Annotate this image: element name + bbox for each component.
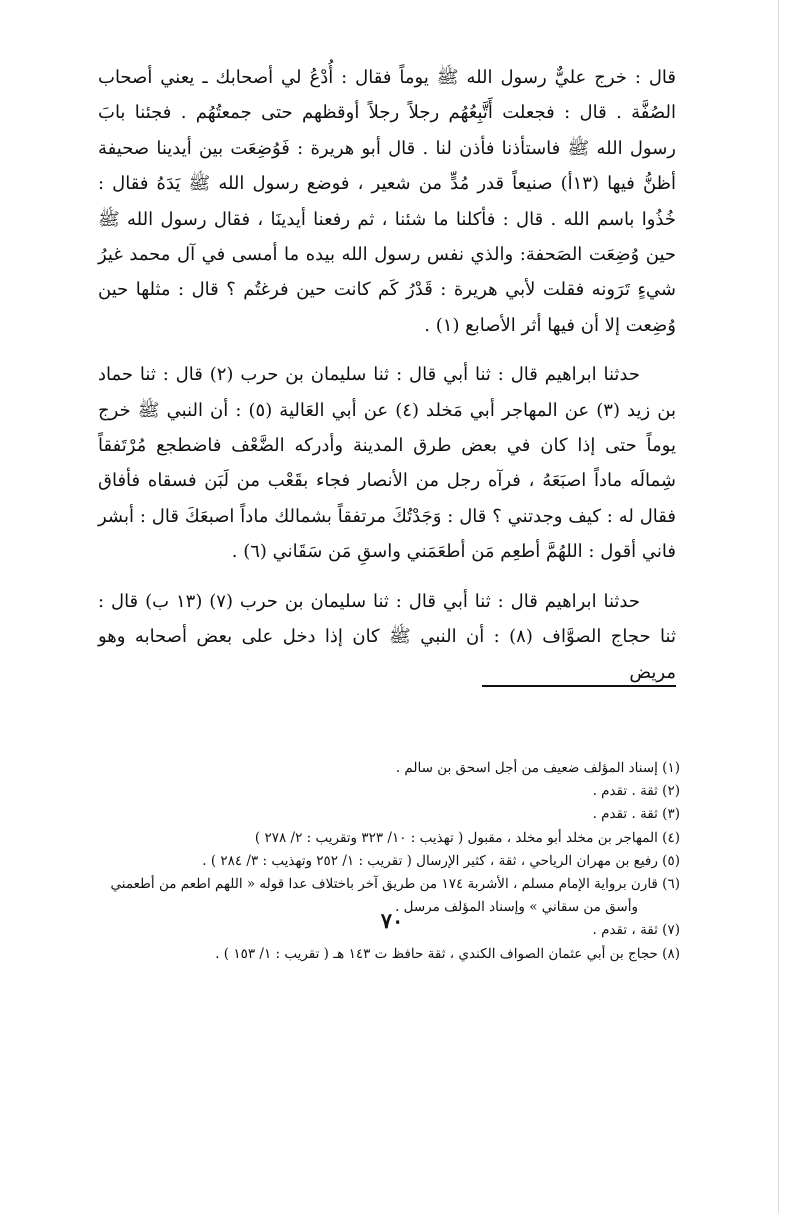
footnote-8: (٨) حجاج بن أبي عثمان الصواف الكندي ، ثقة حافظ ت ١٤٣ هـ ( تقريب : ١/ ١٥٣ ) . (215, 945, 680, 962)
main-text (98, 60, 676, 690)
page-number: ٧٠ (380, 908, 404, 933)
paragraph-2: حدثنا ابراهيم قال : ثنا أبي قال : ثنا سليمان بن حرب (٢) قال : ثنا حماد بن زيد (٣) عن المهاجر أبي مَخلد (٤) عن أبي العَالية (٥) : أن النبي ﷺ خرج يوماً حتى إذا كان في بعض طرق المدينة وأدركه الضَّعْف فاضطجع مُرْتَفقاً شِمالَه ماداً اصبَعَهُ ، فرآه رجل من الأنصار فجاء بقَعْب من لَبَن فسقاه فأفاق فقال له : كيف وجدتني ؟ قال : وَجَدْتُكَ مرتفقاً بشمالك ماداً اصبعَكَ قال : أبشر فاني أقول : اللهُمَّ أطعِم مَن أطعَمَني واسقِ مَن سَقَاني (٦) . (98, 364, 677, 563)
scan-edge-line (778, 0, 779, 1213)
footnote-6-continuation: وأسق من سقاني » وإسناد المؤلف مرسل . (395, 899, 638, 916)
footnote-5: (٥) رفيع بن مهران الرياحي ، ثقة ، كثير الإرسال ( تقريب : ١/ ٢٥٢ وتهذيب : ٣/ ٢٨٤ ) . (202, 852, 680, 869)
footnote-4: (٤) المهاجر بن مخلد أبو مخلد ، مقبول ( تهذيب : ١٠/ ٣٢٣ وتقريب : ٢/ ٢٧٨ ) (254, 829, 680, 846)
footnote-1: (١) إسناد المؤلف ضعيف من أجل اسحق بن سالم . (395, 760, 680, 776)
footnote-2: (٢) ثقة . تقدم . (592, 783, 680, 800)
paragraph-3: حدثنا ابراهيم قال : ثنا أبي قال : ثنا سليمان بن حرب (٧) (١٣ ب) قال : ثنا حجاج الصوَّاف (٨) : أن النبي ﷺ كان إذا دخل على بعض أصحابه وهو مريض (98, 590, 676, 683)
footnote-6: (٦) قارن برواية الإمام مسلم ، الأشربة ١٧٤ من طريق آخر باختلاف عدا قوله « اللهم اطعم من أطعمني (110, 876, 680, 893)
footnote-3: (٣) ثقة . تقدم . (592, 806, 680, 823)
paragraph-1: قال : خرج عليٌّ رسول الله ﷺ يوماً فقال : أُدْعُ لي أصحابك ـ يعني أصحاب الصُفَّة . قال : فجعلت أَتَّبِعُهُم رجلاً رجلاً أوقظهم حتى جمعتُهُم . فجئنا بابَ رسول الله ﷺ فاستأذنا فأذن لنا . قال أبو هريرة : فَوُضِعَت بين أيدينا صحيفة أظنُّ فيها (١٣أ) صنيعاً قدر مُدٍّ من شعير ، فوضع رسول الله ﷺ يَدَهُ فقال : خُذُوا باسم الله . قال : فأكلنا ما شئنا ، ثم رفعنا أيدينَا ، فقال رسول الله ﷺ حين وُضِعَت الصَحفة: والذي نفس رسول الله بيده ما أمسى في آل محمد غيرُ شيءٍ تَرَونه فقلت لأبي هريرة : قَدْرُ كَم كانت حين فرغتُم ؟ قال : مثلها حين وُضِعت إلا أن فيها أثر الأصابع (١) . (98, 67, 677, 336)
footnote-7: (٧) ثقة ، تقدم . (592, 922, 680, 939)
footnote-separator (482, 685, 676, 687)
footnotes (98, 757, 680, 966)
